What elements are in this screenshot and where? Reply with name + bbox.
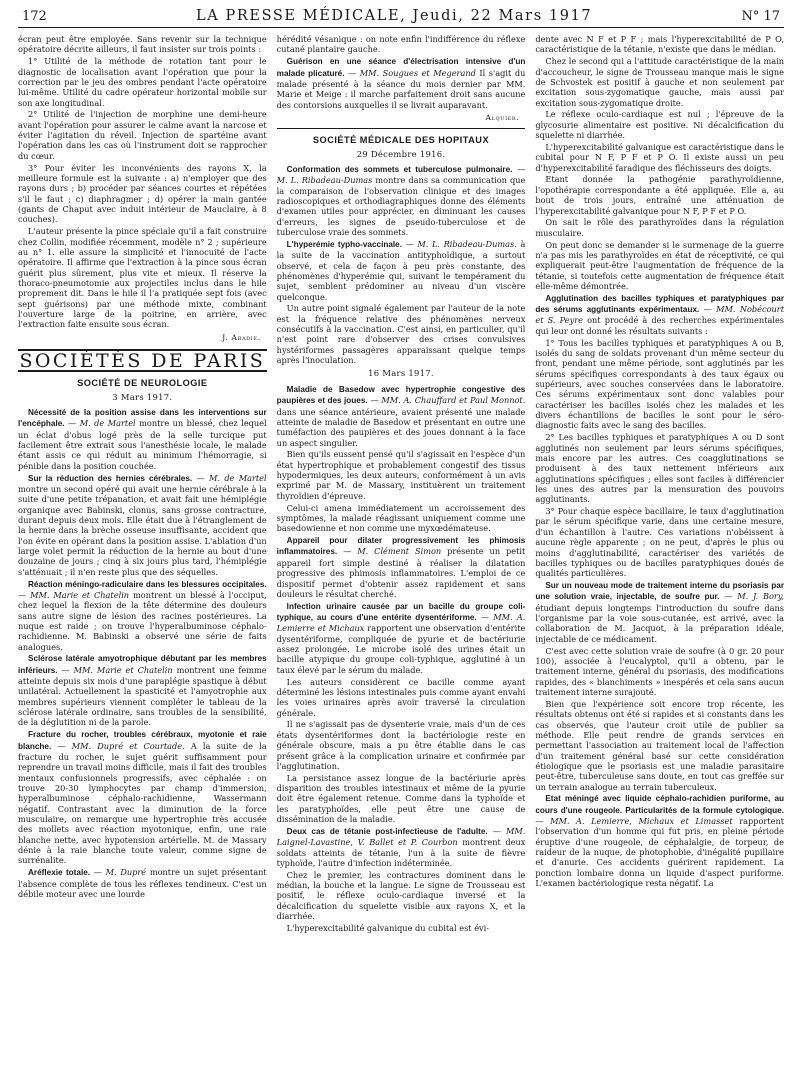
paragraph: 3° Pour éviter les inconvénients des rayons X, la meilleure formule est la suivante : a) n'employer que des rayons durs ; b) procéder par séances courtes et répétées s'il le faut ; c) diaphragmer ; d) opérer la main gantée (gants de Chaput avec induit intérieur de Mauclaire, à 8 couches).	[18, 162, 267, 225]
article: Nécessité de la position assise dans les interventions sur l'encéphale. — M. de Martel montre un blessé, chez lequel un éclat d'obus logé près de la selle turcique put facilement être extrait sous l'anesthésie locale, le malade étant assis ce qui réduit au minimum l'hémorragie, si pénible dans la position couchée.	[18, 408, 267, 471]
paragraph: L'auteur présente la pince spéciale qu'il a fait construire chez Collin, modifiée récemment, modèle n° 2 ; supérieure au n° 1. elle assure la simplicité et l'innocuité de l'acte opératoire. Il affirme que l'extraction à la pince sous écran guérit plus sûrement, plus vite et mieux. Il réserve la thoraco-pneumotomie aux projectiles inclus dans le hile proprement dit. Dans le hile il l'a pratiquée sept fois (avec sept guérisons) par une méthode mixte, combinant l'ouverture large de la poitrine, en arrière, avec l'extraction faite ensuite sous écran.	[18, 226, 267, 330]
article-author: M. L. Ribadeau-Dumas	[276, 175, 373, 186]
article: Aréflexie totale. — M. Dupré montre un sujet présentant l'absence complète de tous les réflexes tendineux. C'est un débile moteur avec une lourde	[18, 867, 267, 899]
article: Etat méningé avec liquide céphalo-rachidien puriforme, au cours d'une rougeole. Particularités de la formule cytologique. — MM. A. Lemierre, Michaux et Limasset rapportent l'observation d'un homme qui fut pris, en pleine période éruptive d'une rougeole, de céphalalgie, de torpeur, de raideur de la nuque, de photophobie, d'inégalité pupillaire et d'anurie. Ces accidents guérirent rapidement. La ponction lombaire donna un liquide d'aspect puriforme. L'examen bactériologique resta négatif. La	[535, 794, 784, 889]
paragraph: 1° Tous les bacilles typhiques et paratyphiques A ou B, isolés du sang de soldats provenant d'un même secteur du front, pendant une même période, sont agglutinés par les sérums spécifiques correspondants à des taux égaux ou supérieurs, avec souches conservées dans le laboratoire. Ces sérums expérimentaux sont donc valables pour caractériser les bacilles isolés chez les malades et les divers échantillons de bacilles le sont pour le séro-diagnostic faits avec le sang des bacilles.	[535, 337, 784, 431]
article: Maladie de Basedow avec hypertrophie congestive des paupières et des joues. — MM. A. Chauffard et Paul Monnot. dans une séance antérieure, avaient présenté une malade atteinte de maladie de Basedow et présentant en outre une tuméfaction des paupières et des joues donnant à la face un aspect singulier.	[276, 384, 526, 448]
article: Guérison en une séance d'électrisation intensive d'un malade plicaturé. — MM. Sougues et Megerand Il s'agit du malade présenté à la séance du mois dernier par MM. Marie et Meige : il marche parfaitement droit sans aucune des contorsions auxquelles il se livrait auparavant.	[276, 57, 526, 110]
paragraph: écran peut être employée. Sans revenir sur la technique opératoire décrite ailleurs, il faut insister sur trois points :	[18, 34, 267, 55]
article: Agglutination des bacilles typhiques et paratyphiques par des sérums agglutinants expérimentaux. — MM. Nobécourt et S. Peyre ont procédé à des recherches expérimentales qui leur ont donné les résultats suivants :	[535, 293, 784, 336]
paragraph: Le réflexe oculo-cardiaque est nul ; l'épreuve de la glycosurie alimentaire est positive. Ni décalcification du squelette ni diarrhée.	[535, 109, 784, 141]
paragraph: Chez le second qui a l'attitude caractéristique de la main d'accoucheur, le signe de Trousseau manque mais le signe de Schvostek est positif à gauche et non seulement par excitation sous-zygomatique gauche, mais aussi par excitation sous-zygomatique droite.	[535, 56, 784, 108]
article-text: montrent une femme atteinte depuis six mois d'une paraplégie spastique à début unilatéral. Actuellement la spasticité et l'amyotrophie aux membres supérieurs viennent compléter le tableau de la sclérose latérale ordinaire, sans troubles de la sensibilité, de la déglutition ni de la parole.	[18, 664, 267, 728]
article-text: montrent deux soldats atteints de tétanie, l'un à la suite de fièvre typhoïde, l'autre d'infection indéterminée.	[276, 837, 526, 868]
journal-title: LA PRESSE MÉDICALE, Jeudi, 22 Mars 1917	[196, 8, 593, 24]
article: Deux cas de tétanie post-infectieuse de l'adulte. — MM. Laignel-Lavastine, V. Ballet et P. Courbon montrent deux soldats atteints de tétanie, l'un à la suite de fièvre typhoïde, l'autre d'infection indéterminée.	[276, 825, 526, 868]
article-title: Etat méningé avec liquide céphalo-rachidien puriforme, au cours d'une rougeole. Particularités de la formule cytologique.	[535, 794, 784, 815]
article-author: MM. Laignel-Lavastine, V. Ballet et P. Courbon	[276, 825, 526, 848]
article-text: montre dans sa communication que la comparaison de l'observation clinique et des images radioscopiques et orthodiagraphiques donne des éléments d'examen utiles pour apprécier, en diminuant les causes d'erreurs, les signes de pseudo-tuberculose et de tuberculose vraie des sommets.	[276, 175, 526, 237]
society-title: SOCIÉTÉ DE NEUROLOGIE	[77, 378, 208, 389]
article-text: dans une séance antérieure, avaient présenté une malade atteinte de maladie de Basedow et présentant en outre une tuméfaction des paupières et des joues donnant à la face un aspect singulier.	[276, 406, 526, 448]
article-author: M. L. Ribadeau-Dumas.	[417, 238, 517, 249]
paragraph: Il ne s'agissait pas de dysenterie vraie, mais d'un de ces états dysentériformes dont la bactériologie reste en générale obscure, mais a pu être établie dans le cas présent grâce à la complication urinaire et confirmée par l'agglutination.	[276, 719, 526, 771]
article-title: Deux cas de tétanie post-infectieuse de l'adulte.	[286, 826, 488, 836]
article-title: L'hyperémie typho-vaccinale.	[286, 239, 403, 249]
columns	[18, 34, 784, 1076]
section-banner: SOCIÉTÉS DE PARIS	[19, 349, 266, 372]
article-text: montre un sujet présentant l'absence complète de tous les réflexes tendineux. C'est un débile moteur avec une lourde	[18, 867, 267, 899]
article-title: Fracture du rocher, troubles cérébraux, myotonie et raie blanche.	[18, 730, 267, 751]
article-title: Réaction méningo-radiculaire dans les blessures occipitales.	[28, 579, 267, 589]
article-text: Il s'agit du malade présenté à la séance du mois dernier par MM. Marie et Meige : il marche parfaitement droit sans aucune des contorsions auxquelles il se livrait auparavant.	[276, 67, 526, 110]
article: Sclérose latérale amyotrophique débutant par les membres inférieurs. — MM. Marie et Chatelin montrent une femme atteinte depuis six mois d'une paraplégie spastique à début unilatéral. Actuellement la spasticité et l'amyotrophie aux membres supérieurs viennent compléter le tableau de la sclérose latérale ordinaire, sans troubles de la sensibilité, de la déglutition ni de la parole.	[18, 654, 267, 728]
article-title: Sclérose latérale amyotrophique débutant par les membres inférieurs.	[18, 654, 267, 675]
page-header	[18, 0, 784, 28]
paragraph: hérédité vésanique : on note enfin l'indifférence du réflexe cutané plantaire gauche.	[276, 34, 526, 55]
paragraph: L'hyperexcitabilité galvanique est caractéristique dans le cubital pour N F, P F et P O. Il existe aussi un peu d'hyperexcitabilité faradique des fléchisseurs des doigts.	[535, 141, 784, 173]
paragraph: La persistance assez longue de la bactériurie après disparition des troubles intestinaux et même de la pyurie doit être également retenue. Comme dans la typhoïde et les paratyphoïdes, elle peut être une cause de dissémination de la maladie.	[276, 772, 526, 825]
column-2	[277, 34, 526, 1076]
paragraph: Un autre point signalé également par l'auteur de la note est la fréquence relative des phénomènes nerveux consécutifs à la vaccination. C'est ainsi, en particulier, qu'il n'est point rare d'observer des crises convulsives hystériformes passagères apparaissant quelque temps après l'inoculation.	[276, 303, 526, 366]
article-title: Agglutination des bacilles typhiques et paratyphiques par des sérums agglutinants expérimentaux.	[535, 293, 784, 315]
paragraph: Etant donnée la pathogénie parathyroïdienne, l'opothérapie correspondante a été appliquée. Elle a, au bout de trois jours, entraîné une atténuation de l'hyperexcitabilité galvanique pour N F, P F et P O.	[535, 174, 784, 216]
article-author: MM. A. Chauffard et Paul Monnot.	[381, 395, 526, 406]
article-title: Appareil pour dilater progressivement les phimosis inflammatoires.	[276, 536, 526, 557]
article-text: rapportent une observation d'entérite dysentériforme, compliquée de pyurie et de bactériurie assez prolongée. Le microbe isolé des urines était un bacille atypique du groupe coli-typhique, agglutiné à un taux élevé par le sérum du malade.	[276, 623, 526, 675]
paragraph: 1° Utilité de la méthode de rotation tant pour le diagnostic de localisation avant l'opération que pour la correction par le jeu des ombres pendant l'acte opératoire lui-même. Utilité du cadre opérateur horizontal mobile sur son axe longitudinal.	[18, 56, 267, 108]
paragraph: Celui-ci amena immédiatement un accroissement des symptômes, la malade réagissant uniquement comme une basedowienne et non comme une myxœdémateuse.	[276, 502, 526, 534]
article: L'hyperémie typho-vaccinale. — M. L. Ribadeau-Dumas. à la suite de la vaccination antityphoïdique, a surtout observé, et cela de façon à peu près constante, des phénomènes d'hyperémie qui, suivant le tempérament du sujet, semblent prédominer au niveau d'un viscère quelconque.	[276, 238, 526, 302]
article-author: M. de Martel	[79, 418, 136, 429]
paragraph: 2° Utilité de l'injection de morphine une demi-heure avant l'opération pour assurer le calme avant la narcose et éviter l'agitation du réveil. Injection de spartéine avant l'opération dans les cas où l'instrument doit se rapprocher du cœur.	[18, 109, 267, 161]
article-text: montre un blessé, chez lequel un éclat d'obus logé près de la selle turcique put facilement être extrait sous l'anesthésie locale, le malade étant assis ce qui réduit au minimum l'hémorragie, si pénible dans la position couchée.	[18, 418, 267, 471]
article-title: Guérison en une séance d'électrisation intensive d'un malade plicaturé.	[276, 57, 526, 78]
article-title: Conformation des sommets et tuberculose pulmonaire.	[286, 164, 513, 174]
article: Sur un nouveau mode de traitement interne du psoriasis par une solution vraie, injectable, de soufre pur. — M. J. Bory, étudiant depuis longtemps l'introduction du soufre dans l'organisme par la voie sous-cutanée, est arrivé, avec la collaboration de M. Jacquot, à la préparation idéale, injectable de ce médicament.	[535, 581, 784, 644]
article-author: M. J. Bory,	[737, 591, 784, 602]
article: Sur la réduction des hernies cérébrales. — M. de Martel montre un second opéré qui avait une hernie cérébrale à la suite d'une petite trépanation, et avait fait une hémiplégie organique avec Babinski, clonus, sans grosse contracture, durant depuis deux mois. Elle était due à l'étranglement de la hernie dans la brèche osseuse insuffisante, accident que l'on évite en opérant dans la position assise. L'ablation d'un large volet permit la réduction de la hernie au bout d'une douzaine de jours ; cinq à six jours plus tard, l'hémiplégie s'atténuait ; il n'en reste plus que des séquelles.	[18, 472, 267, 577]
article-title: Aréflexie totale.	[28, 868, 91, 878]
article-author: MM. A. Lemierre et Michaux	[276, 612, 526, 634]
session-date: 29 Décembre 1916.	[356, 148, 446, 159]
paragraph: Bien que l'expérience soit encore trop récente, les résultats obtenus ont été si rapides et si constants dans les cas observés, que l'auteur croit utile de publier sa méthode. Elle peut rendre de grands services en permettant l'association au traitement local de l'affection d'un traitement général basé sur cette considération étiologique que le psoriasis est une maladie parasitaire peut-être, tuberculeuse sans doute, en tout cas greffée sur un terrain analogue au terrain tuberculeux.	[535, 698, 784, 792]
column-3	[535, 34, 784, 1076]
paragraph: 3° Pour chaque espèce bacillaire, le taux d'agglutination par le sérum spécifique varie, dans une certaine mesure, d'un échantillon à l'autre. Ces variations n'obéissent à aucune règle apparente ; on ne peut, d'après le plus ou moins d'agglutinabilité, caractériser des variétés de bacilles typhiques ou de bacilles paratyphiques doués de qualités particulières.	[535, 506, 784, 579]
paragraph: L'hyperexcitabilité galvanique du cubital est évi-	[286, 923, 490, 933]
column-1	[18, 34, 267, 1076]
article-author: MM. Dupré et Courtade.	[71, 740, 185, 751]
paragraph: Chez le premier, les contractures dominent dans le médian, la bouche et la langue. Le signe de Trousseau est positif, le réflexe oculo-cardiaque inversé et la décalcification du squelette visible aux rayons X, et la diarrhée.	[276, 869, 526, 922]
author-signature: J. Abadie.	[222, 332, 261, 342]
article-text: A la suite de la fracture du rocher, le sujet guérit suffisamment pour reprendre un travail moins difficile, mais il fait des troubles mentaux confusionnels progressifs, avec céphalée : on trouve 20-30 lymphocytes par champ d'immersion, hyperalbuminose céphalo-rachidienne, Wassermann négatif. Contrastant avec la diminution de la force musculaire, on remarque une hypertrophie très accusée des mollets avec réaction myotonique, enfin, une raie blanche nette, avec hypotension artérielle. M. de Massary dénie à la raie blanche toute valeur, comme signe de surrénalite.	[18, 740, 267, 866]
article-text: montre un second opéré qui avait une hernie cérébrale à la suite d'une petite trépanation, et avait fait une hémiplégie organique avec Babinski, clonus, sans grosse contracture, durant depuis deux mois. Elle était due à l'étranglement de la hernie dans la brèche osseuse insuffisante, accident que l'on évite en opérant dans la position assise. L'ablation d'un large volet permit la réduction de la hernie au bout d'une douzaine de jours ; cinq à six jours plus tard, l'hémiplégie s'atténuait ; il n'en reste plus que des séquelles.	[18, 483, 267, 577]
author-signature: Alquier.	[485, 112, 520, 122]
article-title: Nécessité de la position assise dans les interventions sur l'encéphale.	[18, 408, 267, 429]
article-title: Sur la réduction des hernies cérébrales.	[28, 473, 193, 483]
article: Appareil pour dilater progressivement les phimosis inflammatoires. — M. Clément Simon présente un petit appareil fort simple destiné à réaliser la dilatation progressive des phimosis inflammatoires. L'emploi de ce dispositif permet d'obtenir assez rapidement et sans douleurs le résultat cherché.	[276, 536, 526, 599]
article-author: MM. A. Lemierre, Michaux et Limasset	[550, 816, 733, 827]
page-number: 172	[22, 9, 47, 24]
article: Conformation des sommets et tuberculose pulmonaire. — M. L. Ribadeau-Dumas montre dans sa communication que la comparaison de l'observation clinique et des images radioscopiques et orthodiagraphiques donne des éléments d'examen utiles pour apprécier, en diminuant les causes d'erreurs, les signes de pseudo-tuberculose et de tuberculose vraie des sommets.	[276, 163, 526, 237]
article-author: M. de Martel	[209, 472, 267, 483]
article-author: MM. Sougues et Megerand	[359, 67, 476, 78]
article-text: présente un petit appareil fort simple destiné à réaliser la dilatation progressive des phimosis inflammatoires. L'emploi de ce dispositif permet d'obtenir assez rapidement et sans douleurs le résultat cherché.	[276, 546, 526, 599]
article-text: étudiant depuis longtemps l'introduction du soufre dans l'organisme par la voie sous-cutanée, est arrivé, avec la collaboration de M. Jacquot, à la préparation idéale, injectable de ce médicament.	[535, 602, 784, 644]
article-text: à la suite de la vaccination antityphoïdique, a surtout observé, et cela de façon à peu près constante, des phénomènes d'hyperémie qui, suivant le tempérament du sujet, semblent prédominer au niveau d'un viscère quelconque.	[276, 238, 526, 302]
article-title: Infection urinaire causée par un bacille du groupe coli-typhique, au cours d'une entérite dysentériforme.	[276, 601, 526, 623]
session-date: 3 Mars 1917.	[112, 391, 173, 402]
paragraph: C'est avec cette solution vraie de soufre (à 0 gr. 20 pour 100), associée à l'eucalyptol, qu'il a obtenu, par le traitement interne, général du psoriasis, des modifications rapides, des « blanchiments » inespérés et cela sans aucun traitement interne surajouté.	[535, 645, 784, 697]
article: Réaction méningo-radiculaire dans les blessures occipitales. — MM. Marie et Chatelin montrent un blessé à l'occiput, chez lequel la flexion de la tête détermine des douleurs sans autre signe de lésion des racines postérieures. La nuque est raide ; on trouve l'hyperalbuminose céphalo-rachidienne. M. Babinski a observé une série de faits analogues.	[18, 579, 267, 652]
article-author: MM. Marie et Chatelin	[73, 664, 173, 675]
article-author: M. Clément Simon	[357, 546, 442, 557]
divider	[277, 128, 526, 129]
article: Fracture du rocher, troubles cérébraux, myotonie et raie blanche. — MM. Dupré et Courtade. A la suite de la fracture du rocher, le sujet guérit suffisamment pour reprendre un travail moins difficile, mais il fait des troubles mentaux confusionnels progressifs, avec céphalée : on trouve 20-30 lymphocytes par champ d'immersion, hyperalbuminose céphalo-rachidienne, Wassermann négatif. Contrastant avec la diminution de la force musculaire, on remarque une hypertrophie très accusée des mollets avec réaction myotonique, enfin, une raie blanche nette, avec hypotension artérielle. M. de Massary dénie à la raie blanche toute valeur, comme signe de surrénalite.	[18, 730, 267, 866]
paragraph: Bien qu'ils eussent pensé qu'il s'agissait en l'espèce d'un état hypertrophique et probablement congestif des tissus hypodermiques, les deux auteurs, conformément à un avis exprimé par M. de Massary, instituèrent un traitement thyroïdien d'épreuve.	[276, 449, 526, 501]
paragraph: dente avec N F et P F ; mais l'hyperexcitabilité de P O, caractéristique de la tétanie, n'existe que dans le médian.	[535, 34, 784, 55]
paragraph: Les auteurs considèrent ce bacille comme ayant déterminé les lésions intestinales puis comme ayant envahi les voies urinaires après avoir traversé la circulation générale.	[276, 676, 526, 718]
paragraph: 2° Les bacilles typhiques et paratyphiques A ou D sont agglutinés non seulement par leurs sérums spécifiques, mais encore par les autres. Ces coagglutinations se produisent à des taux nettement inférieurs aux agglutinations spécifiques ; elles sont faciles à différencier les unes des autres par la mensuration des pouvoirs agglutinants.	[535, 432, 784, 505]
article-author: M. Dupré	[105, 867, 147, 878]
article: Infection urinaire causée par un bacille du groupe coli-typhique, au cours d'une entérite dysentériforme. — MM. A. Lemierre et Michaux rapportent une observation d'entérite dysentériforme, compliquée de pyurie et de bactériurie assez prolongée. Le microbe isolé des urines était un bacille atypique du groupe coli-typhique, agglutiné à un taux élevé par le sérum du malade.	[276, 601, 526, 675]
issue-number: N° 17	[741, 9, 780, 24]
article-text: ont procédé à des recherches expérimentales qui leur ont donné les résultats suivants :	[535, 315, 784, 336]
article-text: rapportent l'observation d'un homme qui fut pris, en pleine période éruptive d'une rougeole, de céphalalgie, de torpeur, de raideur de la nuque, de photophobie, d'inégalité pupillaire et d'anurie. Ces accidents guérirent rapidement. La ponction lombaire donna un liquide d'aspect puriforme. L'examen bactériologique resta négatif. La	[535, 816, 784, 889]
article-title: Maladie de Basedow avec hypertrophie congestive des paupières et des joues.	[276, 384, 526, 406]
session-date: 16 Mars 1917.	[368, 368, 434, 379]
article-title: Sur un nouveau mode de traitement interne du psoriasis par une solution vraie, injectable, de soufre pur.	[535, 581, 784, 602]
article-author: MM. Nobécourt et S. Peyre	[535, 304, 784, 326]
society-title: SOCIÉTÉ MÉDICALE DES HOPITAUX	[312, 135, 490, 146]
article-author: MM. Marie et Chatelin	[30, 589, 130, 600]
paragraph: On sait le rôle des parathyroïdes dans la régulation musculaire.	[535, 217, 784, 238]
article-text: montrent un blessé à l'occiput, chez lequel la flexion de la tête détermine des douleurs sans autre signe de lésion des racines postérieures. La nuque est raide ; on trouve l'hyperalbuminose céphalo-rachidienne. M. Babinski a observé une série de faits analogues.	[18, 589, 267, 652]
paragraph: On peut donc se demander si le surmenage de la guerre n'a pas mis les parathyroïdes en état de réceptivité, ce qui expliquerait peut-être l'augmentation de fréquence de la tétanie, si toutefois cette augmentation de fréquence était elle-même démontrée.	[535, 239, 784, 291]
